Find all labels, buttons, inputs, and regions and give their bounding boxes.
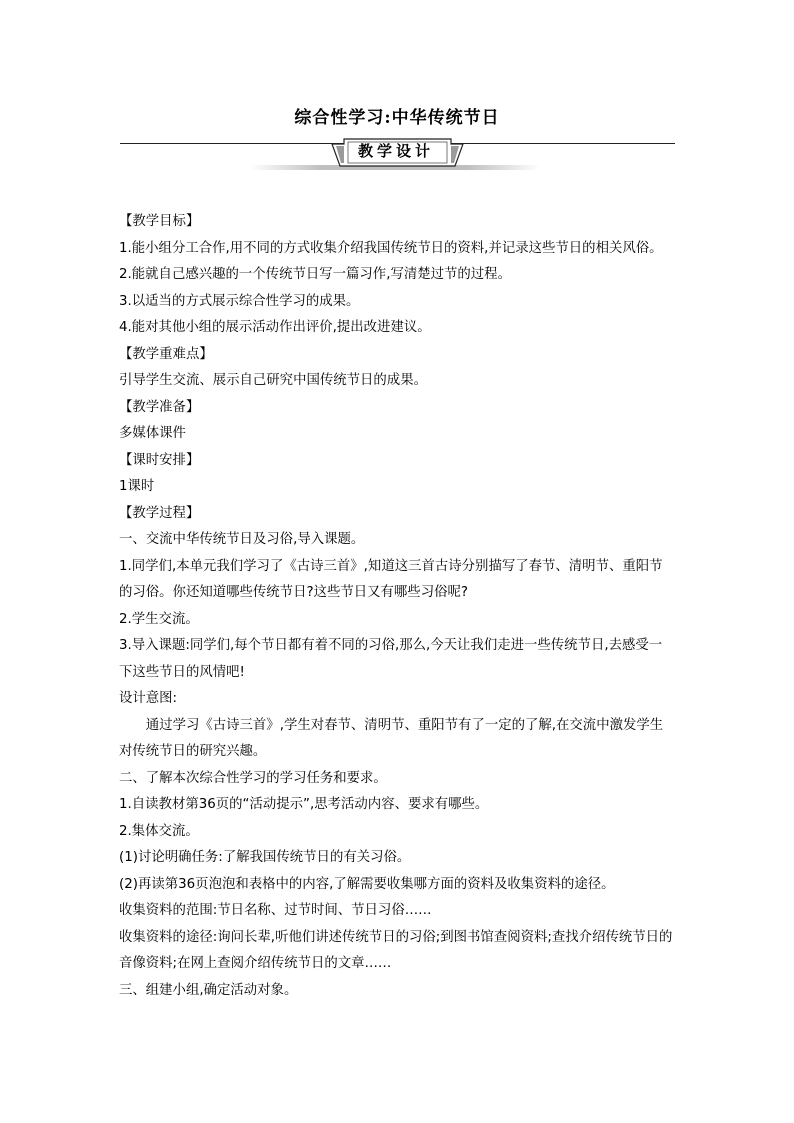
section-heading: 三、组建小组,确定活动对象。 xyxy=(119,982,298,998)
goal-item: 3.以适当的方式展示综合性学习的成果。 xyxy=(119,293,360,309)
heading-teaching-goals: 【教学目标】 xyxy=(119,214,200,229)
paragraph: 收集资料的途径:询问长辈,听他们讲述传统节日的习俗;到图书馆查阅资料;查找介绍传统节日的音像资料;在网上查阅介绍传统节日的文章…… xyxy=(119,929,673,971)
heading-key-points: 【教学重难点】 xyxy=(119,346,213,362)
heading-process: 【教学过程】 xyxy=(119,505,200,521)
paragraph: (1)讨论明确任务:了解我国传统节日的有关习俗。 xyxy=(119,850,411,865)
paragraph: (2)再读第36页泡泡和表格中的内容,了解需要收集哪方面的资料及收集资料的途径。 xyxy=(119,876,615,892)
goal-item: 4.能对其他小组的展示活动作出评价,提出改进建议。 xyxy=(119,320,431,335)
design-intent-label: 设计意图: xyxy=(119,691,178,706)
goal-item: 1.能小组分工合作,用不同的方式收集介绍我国传统节日的资料,并记录这些节日的相关风俗。 xyxy=(119,240,663,256)
paragraph: 2.集体交流。 xyxy=(119,823,199,839)
paragraph: 收集资料的范围:节日名称、过节时间、节日习俗…… xyxy=(119,903,432,918)
paragraph: 2.学生交流。 xyxy=(119,611,199,627)
paragraph: 1课时 xyxy=(119,479,155,494)
section-heading: 二、了解本次综合性学习的学习任务和要求。 xyxy=(119,770,387,786)
section-banner xyxy=(120,135,675,175)
heading-preparation: 【教学准备】 xyxy=(119,399,200,415)
section-heading: 一、交流中华传统节日及习俗,导入课题。 xyxy=(119,532,365,547)
document-body xyxy=(119,209,675,1004)
design-intent-text: 通过学习《古诗三首》,学生对春节、清明节、重阳节有了一定的了解,在交流中激发学生对传统节日的研究兴趣。 xyxy=(119,717,664,759)
banner-label: 教学设计 xyxy=(357,142,434,160)
paragraph: 1.自读教材第36页的“活动提示”,思考活动内容、要求有哪些。 xyxy=(119,797,489,812)
heading-schedule: 【课时安排】 xyxy=(119,452,200,468)
paragraph: 多媒体课件 xyxy=(119,426,186,441)
paragraph: 引导学生交流、展示自己研究中国传统节日的成果。 xyxy=(119,373,427,388)
paragraph: 1.同学们,本单元我们学习了《古诗三首》,知道这三首古诗分别描写了春节、清明节、重阳节的习俗。你还知道哪些传统节日?这些节日又有哪些习俗呢? xyxy=(119,558,663,600)
paragraph: 3.导入课题:同学们,每个节日都有着不同的习俗,那么,今天让我们走进一些传统节日,去感受一下这些节日的风情吧! xyxy=(119,638,663,680)
goal-item: 2.能就自己感兴趣的一个传统节日写一篇习作,写清楚过节的过程。 xyxy=(119,267,511,282)
document-title: 综合性学习:中华传统节日 xyxy=(294,108,500,128)
